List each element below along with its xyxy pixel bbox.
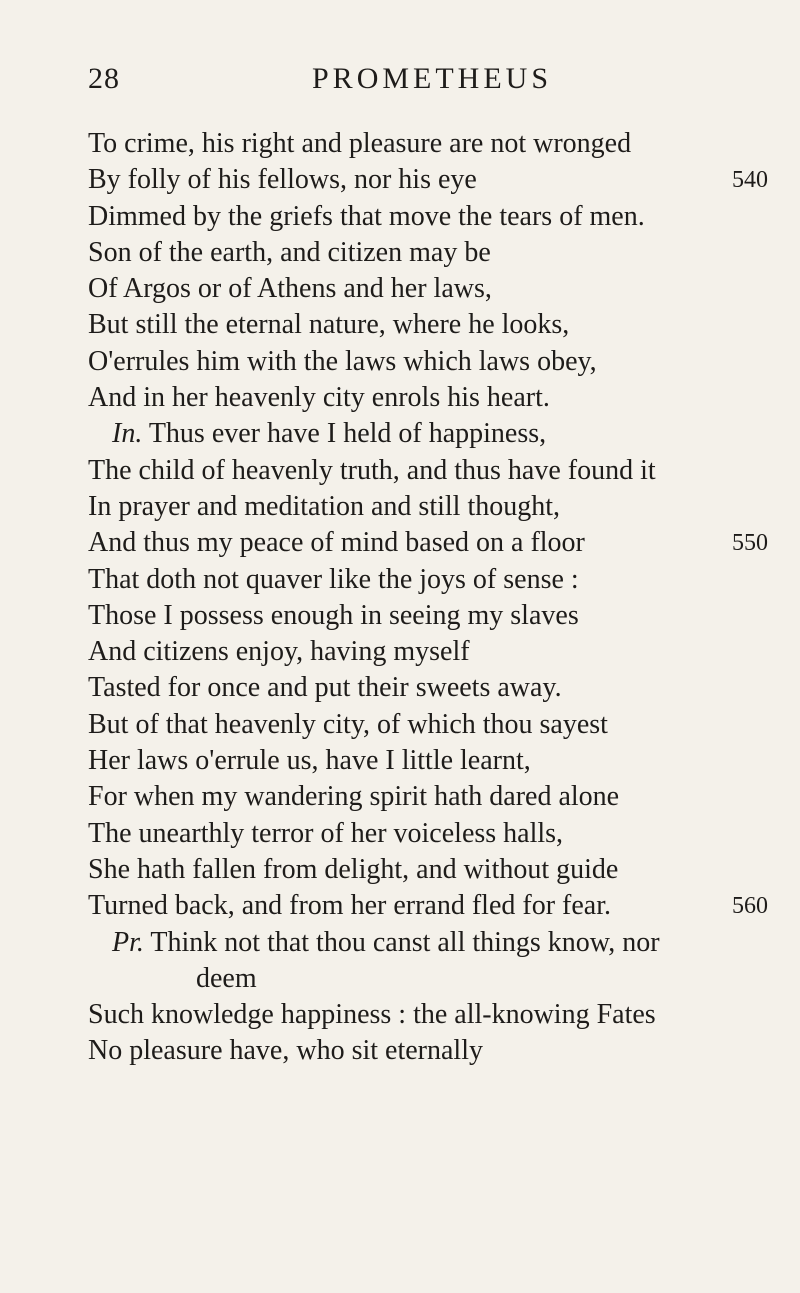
- verse-line-text: That doth not quaver like the joys of sense :: [88, 563, 579, 595]
- verse-line: [88, 1033, 768, 1069]
- verse-line-text: Her laws o'errule us, have I little learnt,: [88, 745, 531, 777]
- verse-line: [88, 925, 768, 961]
- verse-line-text: No pleasure have, who sit eternally: [88, 1035, 483, 1067]
- verse-line-text: O'errules him with the laws which laws obey,: [88, 345, 597, 377]
- verse-line: [88, 562, 768, 598]
- speaker-label: In.: [112, 418, 143, 450]
- verse-line: [88, 199, 768, 235]
- verse-line: [88, 271, 768, 307]
- verse-line: [88, 344, 768, 380]
- line-number: 550: [732, 530, 768, 557]
- verse-line-text: And thus my peace of mind based on a floor: [88, 527, 585, 559]
- verse-line-text: Those I possess enough in seeing my slaves: [88, 599, 579, 631]
- verse-line: [88, 126, 768, 162]
- verse-line: [88, 852, 768, 888]
- verse-line-text: Think not that thou canst all things know, nor: [150, 926, 660, 958]
- verse-line: [88, 453, 768, 489]
- verse-line: [88, 779, 768, 815]
- verse-line-text: Tasted for once and put their sweets away.: [88, 672, 562, 704]
- verse-line-text: She hath fallen from delight, and without guide: [88, 853, 619, 885]
- verse-line-text: For when my wandering spirit hath dared alone: [88, 781, 620, 813]
- verse-line-text: Dimmed by the griefs that move the tears of men.: [88, 200, 645, 232]
- verse-line: [88, 598, 768, 634]
- speaker-label: Pr.: [112, 926, 144, 958]
- running-title: PROMETHEUS: [312, 62, 553, 95]
- verse-line-text: But of that heavenly city, of which thou sayest: [88, 708, 608, 740]
- verse-line: [88, 816, 768, 852]
- verse-line: [88, 961, 768, 997]
- verse-line-text: The unearthly terror of her voiceless halls,: [88, 817, 564, 849]
- page-header: [0, 62, 800, 102]
- verse-line: [88, 743, 768, 779]
- line-number: 560: [732, 893, 768, 920]
- verse-text: [88, 126, 768, 1070]
- verse-line: [88, 235, 768, 271]
- verse-line-text: But still the eternal nature, where he looks,: [88, 309, 570, 341]
- verse-line: [88, 997, 768, 1033]
- verse-line-text: Son of the earth, and citizen may be: [88, 236, 491, 268]
- verse-line-text: And in her heavenly city enrols his heart.: [88, 382, 550, 414]
- page-number: 28: [88, 62, 120, 95]
- verse-line-text: deem: [196, 962, 257, 994]
- verse-line-text: To crime, his right and pleasure are not wronged: [88, 128, 632, 159]
- verse-line: [88, 380, 768, 416]
- verse-line: [88, 707, 768, 743]
- verse-line: [88, 489, 768, 525]
- verse-line: [88, 162, 768, 198]
- verse-line-text: By folly of his fellows, nor his eye: [88, 164, 477, 196]
- verse-line: [88, 670, 768, 706]
- verse-line-text: Such knowledge happiness : the all-knowing Fates: [88, 999, 656, 1031]
- verse-line-text: Of Argos or of Athens and her laws,: [88, 273, 492, 305]
- verse-line: [88, 634, 768, 670]
- verse-line-text: Thus ever have I held of happiness,: [148, 418, 547, 450]
- verse-line-text: The child of heavenly truth, and thus have found it: [88, 454, 656, 486]
- verse-line: [88, 416, 768, 452]
- verse-line: [88, 525, 768, 561]
- verse-line: [88, 307, 768, 343]
- line-number: 540: [732, 167, 768, 194]
- verse-line-text: And citizens enjoy, having myself: [88, 636, 470, 668]
- verse-line-text: In prayer and meditation and still thought,: [88, 490, 561, 522]
- verse-line: [88, 888, 768, 924]
- verse-line-text: Turned back, and from her errand fled for fear.: [88, 890, 611, 922]
